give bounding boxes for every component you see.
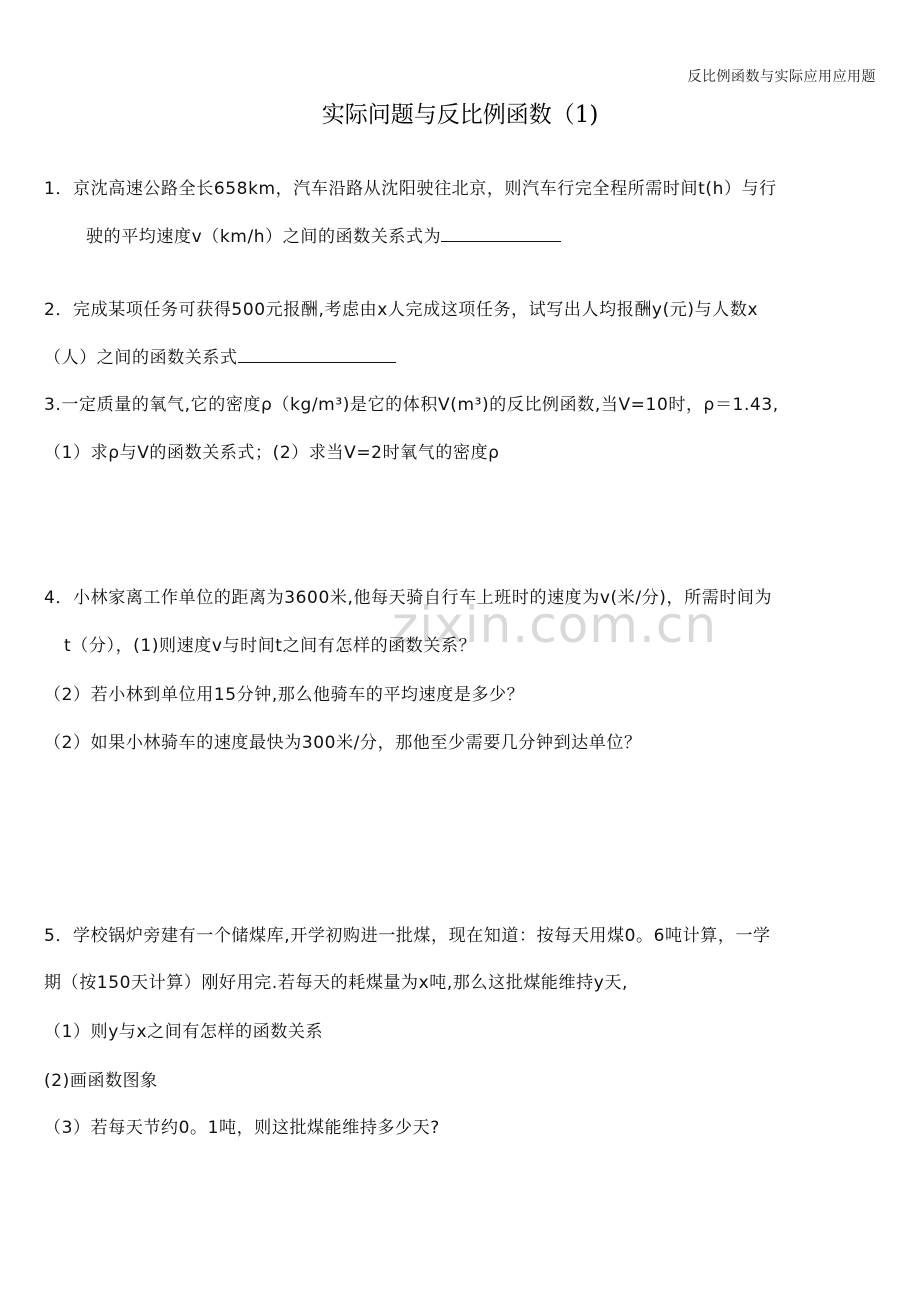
answer-blank[interactable] — [441, 223, 561, 242]
problem-5-text-4: (2)画函数图象 — [44, 1071, 158, 1091]
problem-3-line-2 — [44, 438, 500, 463]
problem-4-line-2 — [64, 631, 476, 656]
problem-5-line-2 — [44, 968, 628, 993]
problem-3-line-1 — [44, 390, 779, 415]
problem-3-text-1: 3.一定质量的氧气,它的密度ρ（kg/m³)是它的体积V(m³)的反比例函数,当V=10时，ρ＝1.43, — [44, 395, 779, 415]
problem-5-line-3 — [44, 1017, 323, 1042]
problem-4-text-3: （2）若小林到单位用15分钟,那么他骑车的平均速度是多少？ — [44, 685, 525, 705]
problem-5-line-4 — [44, 1066, 158, 1091]
problem-4-line-4 — [44, 728, 642, 753]
problem-5-text-1: 5．学校锅炉旁建有一个储煤库,开学初购进一批煤，现在知道：按每天用煤0。6吨计算，一学 — [44, 926, 771, 946]
problem-3-text-2: （1）求ρ与V的函数关系式；(2）求当V=2时氧气的密度ρ — [44, 443, 500, 463]
running-header: 反比例函数与实际应用应用题 — [687, 69, 876, 85]
problem-5-text-3: （1）则y与x之间有怎样的函数关系 — [44, 1022, 324, 1042]
problem-5-text-2: 期（按150天计算）刚好用完.若每天的耗煤量为x吨,那么这批煤能维持y天, — [44, 973, 628, 993]
watermark: zixin.com.cn — [392, 596, 718, 654]
problem-1-line-2 — [86, 222, 561, 247]
problem-1-text-2: 驶的平均速度v（km/h）之间的函数关系式为 — [86, 227, 442, 247]
problem-2-line-1 — [44, 295, 758, 320]
problem-5-line-1 — [44, 921, 771, 946]
problem-5-text-5: （3）若每天节约0。1吨，则这批煤能维持多少天? — [44, 1118, 440, 1138]
problem-4-text-2: t（分），(1)则速度v与时间t之间有怎样的函数关系？ — [64, 636, 477, 656]
problem-1-line-1 — [44, 174, 777, 199]
answer-blank[interactable] — [238, 344, 396, 363]
problem-2-line-2 — [44, 343, 396, 368]
problem-2-text-2: （人）之间的函数关系式 — [44, 348, 238, 368]
problem-2-text-1: 2．完成某项任务可获得500元报酬,考虑由x人完成这项任务，试写出人均报酬y(元)与人数x — [44, 300, 759, 320]
problem-4-line-1 — [44, 583, 772, 608]
problem-1-text-1: 1．京沈高速公路全长658km，汽车沿路从沈阳驶往北京，则汽车行完全程所需时间t(h）与行 — [44, 179, 777, 199]
problem-4-text-4: （2）如果小林骑车的速度最快为300米/分，那他至少需要几分钟到达单位？ — [44, 733, 642, 753]
problem-4-text-1: 4．小林家离工作单位的距离为3600米,他每天骑自行车上班时的速度为v(米/分)，所需时间为 — [44, 588, 773, 608]
problem-5-line-5 — [44, 1113, 440, 1138]
page-title: 实际问题与反比例函数（1) — [321, 102, 599, 128]
problem-4-line-3 — [44, 680, 524, 705]
